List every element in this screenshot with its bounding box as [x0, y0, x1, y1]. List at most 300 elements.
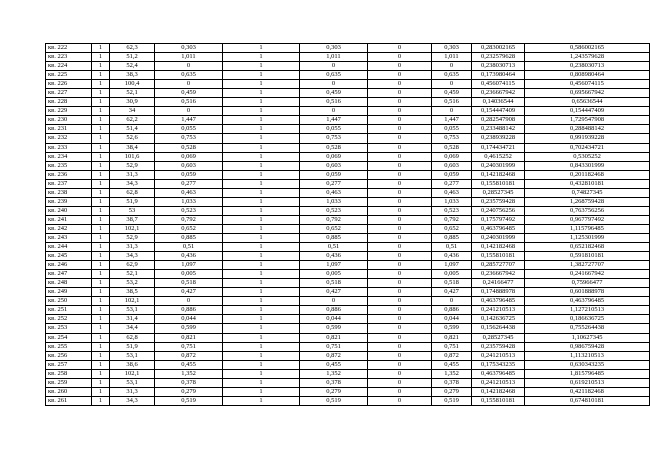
table-cell: 0,523	[300, 206, 368, 215]
table-row	[46, 62, 650, 71]
table-cell: 0,456074115	[525, 80, 650, 89]
table-cell: 0,174888978	[472, 288, 525, 297]
table-cell: 0,238030713	[525, 62, 650, 71]
table-cell: 1,729547908	[525, 116, 650, 125]
table-cell: кв. 233	[46, 143, 92, 152]
table-cell: кв. 245	[46, 252, 92, 261]
table-cell: 1	[92, 333, 110, 342]
table-cell: 0,288488142	[525, 125, 650, 134]
table-cell: 0	[368, 351, 432, 360]
table-cell: 1	[92, 215, 110, 224]
table-cell: 0,455	[300, 360, 368, 369]
table-cell: 102,1	[110, 224, 155, 233]
table-cell: 0	[368, 71, 432, 80]
table-cell: 0,4615252	[472, 152, 525, 161]
table-cell: 1	[223, 252, 300, 261]
table-cell: 62,8	[110, 333, 155, 342]
table-cell: 0	[368, 297, 432, 306]
table-cell: 0,603	[432, 161, 472, 170]
table-cell: 0,427	[300, 288, 368, 297]
table-cell: 0	[368, 170, 432, 179]
table-cell: 0,51	[155, 243, 223, 252]
table-cell: 0,282547908	[472, 116, 525, 125]
table-cell: 1,352	[155, 369, 223, 378]
table-cell: 1	[92, 89, 110, 98]
table-cell: 1	[223, 297, 300, 306]
table-cell: 34,3	[110, 396, 155, 405]
table-cell: кв. 261	[46, 396, 92, 405]
table-cell: 1	[92, 53, 110, 62]
table-cell: кв. 238	[46, 188, 92, 197]
table-cell: 0,154447409	[525, 107, 650, 116]
table-cell: 1,097	[300, 261, 368, 270]
table-row	[46, 315, 650, 324]
table-cell: 0	[368, 387, 432, 396]
table-cell: 0,142636725	[472, 315, 525, 324]
table-cell: 1	[223, 342, 300, 351]
table-cell: 1,113210513	[525, 351, 650, 360]
table-cell: 0,069	[155, 152, 223, 161]
table-cell: 0,059	[155, 170, 223, 179]
table-cell: 0	[368, 215, 432, 224]
table-cell: 0	[368, 62, 432, 71]
table-cell: 1,125301999	[525, 233, 650, 242]
table-row	[46, 179, 650, 188]
table-cell: 0,702434721	[525, 143, 650, 152]
table-cell: 31,4	[110, 315, 155, 324]
table-cell: 1	[223, 89, 300, 98]
table-cell: 0,005	[432, 270, 472, 279]
table-cell: 0,635	[155, 71, 223, 80]
table-cell: 0,603	[300, 161, 368, 170]
table-cell: 0	[368, 197, 432, 206]
table-cell: 1	[92, 71, 110, 80]
table-cell: 52,1	[110, 270, 155, 279]
table-cell: 0,059	[432, 170, 472, 179]
table-row	[46, 206, 650, 215]
table-cell: 0,599	[432, 324, 472, 333]
table-cell: 1	[92, 243, 110, 252]
table-cell: 0,069	[432, 152, 472, 161]
table-cell: 62,2	[110, 116, 155, 125]
table-cell: 0,279	[432, 387, 472, 396]
table-cell: 0	[368, 89, 432, 98]
table-cell: 62,3	[110, 44, 155, 53]
table-cell: 0,436	[432, 252, 472, 261]
table-cell: 0,516	[155, 98, 223, 107]
table-cell: кв. 232	[46, 134, 92, 143]
table-cell: кв. 235	[46, 161, 92, 170]
table-cell: 0,991939228	[525, 134, 650, 143]
table-cell: кв. 252	[46, 315, 92, 324]
table-cell: кв. 224	[46, 62, 92, 71]
table-cell: 1	[92, 125, 110, 134]
table-cell: 0,24166477	[472, 279, 525, 288]
table-cell: 0	[368, 288, 432, 297]
table-cell: 52,6	[110, 134, 155, 143]
table-cell: 0,463796485	[525, 297, 650, 306]
table-cell: 0,28527345	[472, 188, 525, 197]
table-cell: 0,518	[432, 279, 472, 288]
table-cell: кв. 231	[46, 125, 92, 134]
table-cell: 38,7	[110, 215, 155, 224]
table-cell: кв. 256	[46, 351, 92, 360]
table-row	[46, 152, 650, 161]
table-cell: 1,268759428	[525, 197, 650, 206]
table-row	[46, 378, 650, 387]
table-cell: 1	[223, 134, 300, 143]
table-row	[46, 396, 650, 405]
table-cell: 1	[92, 62, 110, 71]
table-cell: кв. 227	[46, 89, 92, 98]
table-cell: 1,033	[155, 197, 223, 206]
table-cell: 0,619210513	[525, 378, 650, 387]
table-cell: 53,1	[110, 378, 155, 387]
table-cell: 0	[368, 315, 432, 324]
table-row	[46, 297, 650, 306]
table-cell: 0,279	[155, 387, 223, 396]
table-cell: 1	[223, 161, 300, 170]
table-cell: 0,463	[155, 188, 223, 197]
table-body	[46, 44, 650, 406]
table-row	[46, 188, 650, 197]
table-cell: 1	[223, 80, 300, 89]
table-cell: 102,1	[110, 369, 155, 378]
table-cell: 1	[223, 288, 300, 297]
table-cell: 102,1	[110, 297, 155, 306]
table-cell: 1,10627345	[525, 333, 650, 342]
table-cell: 1,011	[432, 53, 472, 62]
table-cell: 0,586002165	[525, 44, 650, 53]
table-cell: кв. 253	[46, 324, 92, 333]
table-cell: 0,635	[300, 71, 368, 80]
table-cell: 0,763756256	[525, 206, 650, 215]
table-cell: 1	[223, 396, 300, 405]
table-cell: 1	[223, 270, 300, 279]
table-cell: 0,277	[432, 179, 472, 188]
table-cell: 0	[368, 233, 432, 242]
table-cell: 1	[223, 351, 300, 360]
table-cell: 0	[368, 224, 432, 233]
table-cell: 0,241210513	[472, 306, 525, 315]
table-cell: 1	[223, 261, 300, 270]
table-cell: 1	[92, 396, 110, 405]
table-row	[46, 80, 650, 89]
table-cell: 1	[223, 53, 300, 62]
table-cell: 1	[223, 44, 300, 53]
table-row	[46, 306, 650, 315]
table-cell: 53	[110, 206, 155, 215]
table-cell: 0,235759428	[472, 342, 525, 351]
table-cell: 0,51	[300, 243, 368, 252]
table-cell: 1	[92, 44, 110, 53]
table-cell: 0,236667942	[472, 270, 525, 279]
table-cell: 0,528	[155, 143, 223, 152]
table-cell: 1	[223, 215, 300, 224]
table-cell: 0	[368, 206, 432, 215]
table-cell: 0,044	[155, 315, 223, 324]
table-cell: 101,6	[110, 152, 155, 161]
table-cell: 0,436	[155, 252, 223, 261]
table-cell: 0	[368, 125, 432, 134]
table-cell: 0,591810181	[525, 252, 650, 261]
table-cell: 1	[92, 297, 110, 306]
table-cell: 0,751	[432, 342, 472, 351]
table-cell: 0,603	[155, 161, 223, 170]
table-cell: 1	[223, 125, 300, 134]
table-cell: 0,432810181	[525, 179, 650, 188]
table-cell: кв. 242	[46, 224, 92, 233]
table-row	[46, 324, 650, 333]
table-cell: 1	[92, 351, 110, 360]
table-cell: кв. 237	[46, 179, 92, 188]
table-cell: 0	[368, 360, 432, 369]
table-cell: 1	[92, 342, 110, 351]
table-cell: 0	[368, 252, 432, 261]
apartment-table	[45, 43, 650, 406]
table-cell: 1	[223, 306, 300, 315]
table-cell: 0,154447409	[472, 107, 525, 116]
table-cell: 1	[92, 134, 110, 143]
table-cell: 62,9	[110, 261, 155, 270]
table-cell: 1	[92, 143, 110, 152]
table-cell: 1	[92, 360, 110, 369]
table-cell: 1	[223, 360, 300, 369]
table-cell: 1	[223, 369, 300, 378]
table-cell: 1,011	[300, 53, 368, 62]
table-cell: 1	[92, 224, 110, 233]
table-cell: 0	[368, 44, 432, 53]
table-cell: 1	[92, 197, 110, 206]
table-cell: 0	[368, 161, 432, 170]
table-cell: 0,427	[155, 288, 223, 297]
table-cell: 0,523	[432, 206, 472, 215]
table-cell: 53,1	[110, 351, 155, 360]
table-cell: 1	[223, 62, 300, 71]
table-cell: 0	[368, 53, 432, 62]
table-cell: кв. 240	[46, 206, 92, 215]
table-cell: 1	[92, 387, 110, 396]
table-cell: 1	[92, 152, 110, 161]
table-cell: 0	[155, 107, 223, 116]
table-cell: 0,285727707	[472, 261, 525, 270]
table-cell: 0,236667942	[472, 89, 525, 98]
table-cell: 0	[368, 396, 432, 405]
table-cell: 0,519	[155, 396, 223, 405]
table-cell: 0,277	[300, 179, 368, 188]
table-cell: 0,279	[300, 387, 368, 396]
table-cell: 1,382727707	[525, 261, 650, 270]
table-cell: 0,599	[155, 324, 223, 333]
table-cell: 1	[92, 80, 110, 89]
table-row	[46, 279, 650, 288]
table-cell: 0,821	[155, 333, 223, 342]
table-cell: 1	[223, 243, 300, 252]
table-cell: 1	[223, 279, 300, 288]
table-cell: кв. 243	[46, 233, 92, 242]
table-cell: 1	[92, 179, 110, 188]
table-cell: 0,518	[300, 279, 368, 288]
table-cell: 1	[92, 279, 110, 288]
table-row	[46, 161, 650, 170]
table-cell: кв. 258	[46, 369, 92, 378]
table-cell: 0,421182468	[525, 387, 650, 396]
table-row	[46, 342, 650, 351]
table-cell: 1	[223, 188, 300, 197]
table-cell: кв. 248	[46, 279, 92, 288]
table-row	[46, 224, 650, 233]
table-cell: 0,872	[155, 351, 223, 360]
table-cell: кв. 254	[46, 333, 92, 342]
table-cell: 0,652	[300, 224, 368, 233]
table-row	[46, 197, 650, 206]
table-cell: кв. 236	[46, 170, 92, 179]
table-cell: кв. 226	[46, 80, 92, 89]
table-cell: 0,055	[300, 125, 368, 134]
table-cell: 0	[368, 80, 432, 89]
table-cell: 1,447	[300, 116, 368, 125]
table-cell: 0,463796485	[472, 224, 525, 233]
table-row	[46, 215, 650, 224]
table-cell: 0,456074115	[472, 80, 525, 89]
table-cell: 0	[300, 80, 368, 89]
table-cell: 0,232579628	[472, 53, 525, 62]
table-cell: 0,201182468	[525, 170, 650, 179]
table-cell: кв. 257	[46, 360, 92, 369]
table-row	[46, 360, 650, 369]
table-cell: 1	[223, 107, 300, 116]
table-cell: 1	[92, 98, 110, 107]
table-cell: 0	[368, 261, 432, 270]
table-row	[46, 261, 650, 270]
table-cell: 0,240301999	[472, 233, 525, 242]
table-cell: 0,155810181	[472, 179, 525, 188]
table-cell: 0,635	[432, 71, 472, 80]
table-cell: 0,519	[300, 396, 368, 405]
table-cell: 0,005	[155, 270, 223, 279]
table-cell: кв. 234	[46, 152, 92, 161]
table-cell: 31,3	[110, 387, 155, 396]
table-cell: 0,753	[300, 134, 368, 143]
table-cell: 0,755264438	[525, 324, 650, 333]
table-cell: 0,601888978	[525, 288, 650, 297]
table-cell: кв. 241	[46, 215, 92, 224]
table-cell: 1	[223, 143, 300, 152]
table-cell: 31,3	[110, 243, 155, 252]
table-cell: 1,011	[155, 53, 223, 62]
table-cell: 0	[368, 107, 432, 116]
table-cell: 1	[223, 71, 300, 80]
table-cell: 0,303	[155, 44, 223, 53]
table-cell: 0,055	[155, 125, 223, 134]
table-cell: 0,872	[432, 351, 472, 360]
table-cell: 1	[223, 197, 300, 206]
table-cell: 0,808980464	[525, 71, 650, 80]
table-cell: 0,174434721	[472, 143, 525, 152]
table-cell: 1	[92, 261, 110, 270]
table-cell: кв. 249	[46, 288, 92, 297]
table-cell: 1,447	[432, 116, 472, 125]
table-cell: 0,630343235	[525, 360, 650, 369]
table-row	[46, 134, 650, 143]
table-cell: 1	[92, 315, 110, 324]
table-cell: 0	[368, 333, 432, 342]
table-cell: 1	[223, 179, 300, 188]
table-row	[46, 369, 650, 378]
table-cell: 0,238939228	[472, 134, 525, 143]
table-cell: 1	[92, 378, 110, 387]
table-cell: 1,352	[300, 369, 368, 378]
table-cell: 1	[223, 387, 300, 396]
table-cell: 53,1	[110, 306, 155, 315]
table-cell: 1,033	[432, 197, 472, 206]
table-row	[46, 288, 650, 297]
table-cell: кв. 247	[46, 270, 92, 279]
table-cell: 0,652	[432, 224, 472, 233]
table-cell: 0,674810181	[525, 396, 650, 405]
table-cell: 0	[368, 116, 432, 125]
table-cell: 0	[368, 324, 432, 333]
table-cell: 0,599	[300, 324, 368, 333]
table-cell: 0,753	[155, 134, 223, 143]
table-cell: 0,885	[300, 233, 368, 242]
table-cell: 0	[432, 62, 472, 71]
table-cell: 0,142182468	[472, 387, 525, 396]
table-cell: 1	[92, 270, 110, 279]
table-cell: 38,5	[110, 288, 155, 297]
table-row	[46, 252, 650, 261]
table-cell: 0,28527345	[472, 333, 525, 342]
table-cell: кв. 250	[46, 297, 92, 306]
table-cell: 1,127210513	[525, 306, 650, 315]
table-cell: 1	[223, 233, 300, 242]
table-cell: 0,886	[155, 306, 223, 315]
table-cell: 0,463796485	[472, 369, 525, 378]
table-cell: кв. 244	[46, 243, 92, 252]
table-cell: кв. 239	[46, 197, 92, 206]
table-row	[46, 98, 650, 107]
table-cell: 30,9	[110, 98, 155, 107]
table-cell: 0,277	[155, 179, 223, 188]
table-cell: 1,115796485	[525, 224, 650, 233]
table-cell: 0,155810181	[472, 252, 525, 261]
table-cell: 31,3	[110, 170, 155, 179]
table-cell: 0,055	[432, 125, 472, 134]
table-cell: 0,378	[432, 378, 472, 387]
table-cell: 0,238030713	[472, 62, 525, 71]
table-row	[46, 125, 650, 134]
table-cell: 0,044	[432, 315, 472, 324]
table-cell: 52,1	[110, 89, 155, 98]
table-cell: 0,886	[300, 306, 368, 315]
table-cell: 1	[92, 288, 110, 297]
table-cell: 0	[368, 279, 432, 288]
table-cell: 0	[368, 134, 432, 143]
table-cell: 0	[368, 306, 432, 315]
table-cell: кв. 229	[46, 107, 92, 116]
table-row	[46, 44, 650, 53]
table-row	[46, 351, 650, 360]
table-cell: 0,156264438	[472, 324, 525, 333]
table-cell: 38,4	[110, 143, 155, 152]
table-cell: 0,459	[300, 89, 368, 98]
table-cell: 1	[92, 107, 110, 116]
table-cell: 34,4	[110, 324, 155, 333]
table-cell: кв. 255	[46, 342, 92, 351]
table-cell: 0	[368, 98, 432, 107]
table-cell: 0,652182468	[525, 243, 650, 252]
table-cell: 51,9	[110, 197, 155, 206]
